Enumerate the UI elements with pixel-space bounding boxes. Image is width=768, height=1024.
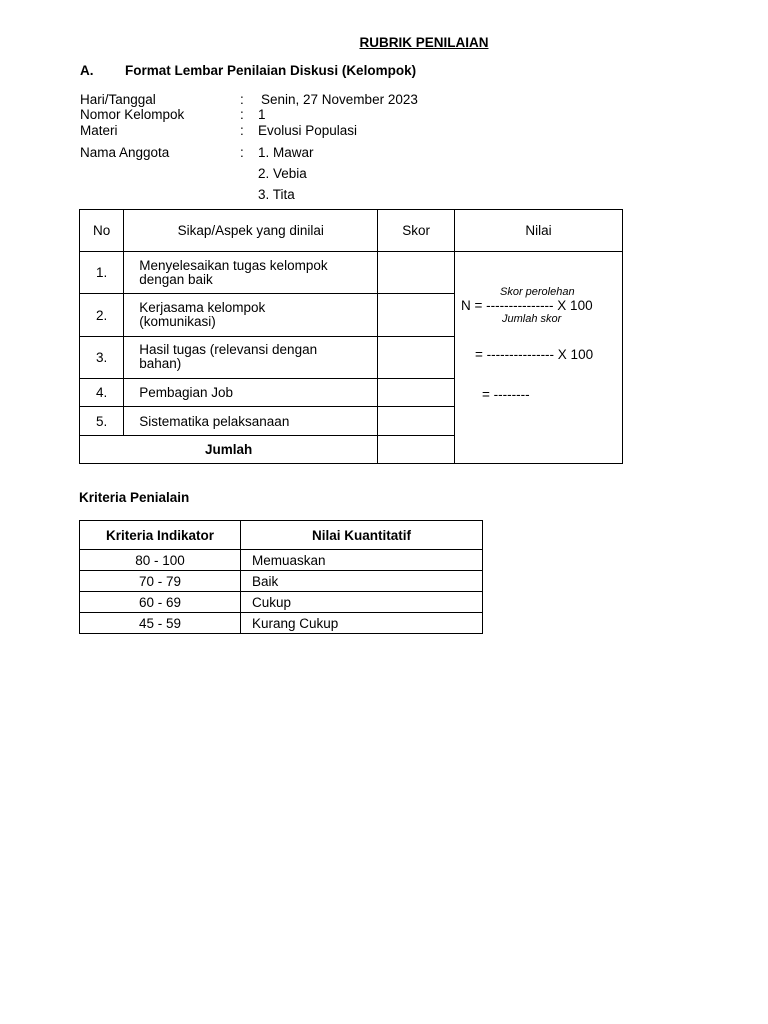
- formula-line-1: N = --------------- X 100: [460, 298, 593, 313]
- formula-line-3: = --------: [481, 387, 530, 402]
- row-aspek: Sistematika pelaksanaan: [124, 407, 378, 435]
- table-row: [80, 252, 623, 294]
- hari-colon: :: [240, 92, 244, 107]
- kriteria-table: [79, 520, 483, 634]
- row-skor[interactable]: [378, 252, 455, 294]
- kriteria-range: 45 - 59: [80, 613, 241, 634]
- header-skor: Skor: [378, 210, 455, 252]
- jumlah-skor[interactable]: [378, 435, 455, 463]
- rubric-table: [79, 209, 623, 464]
- row-skor[interactable]: [378, 407, 455, 435]
- row-aspek: Pembagian Job: [124, 379, 378, 407]
- section-title: Format Lembar Penilaian Diskusi (Kelompok): [125, 63, 417, 78]
- formula-line-2: = --------------- X 100: [474, 347, 594, 362]
- kriteria-range: 80 - 100: [80, 550, 241, 571]
- kelompok-value: 1: [258, 107, 266, 122]
- header-nilai: Nilai: [454, 210, 622, 252]
- formula-denominator: Jumlah skor: [501, 313, 562, 325]
- kriteria-range: 60 - 69: [80, 592, 241, 613]
- row-aspek: [124, 336, 378, 378]
- row-aspek: [124, 252, 378, 294]
- kelompok-colon: :: [240, 107, 244, 122]
- section-number: A.: [80, 63, 94, 78]
- table-row: [80, 571, 483, 592]
- kriteria-label: Cukup: [241, 592, 483, 613]
- anggota-colon: :: [240, 145, 244, 160]
- table-row: [80, 613, 483, 634]
- row-number: 3.: [80, 336, 124, 378]
- kriteria-label: Memuaskan: [241, 550, 483, 571]
- row-number: 1.: [80, 252, 124, 294]
- materi-colon: :: [240, 123, 244, 138]
- nilai-formula: [455, 252, 622, 463]
- row-skor[interactable]: [378, 336, 455, 378]
- aspek-line: dengan baik: [139, 271, 213, 287]
- kelompok-label: Nomor Kelompok: [80, 107, 185, 122]
- header-indikator: Kriteria Indikator: [80, 521, 241, 550]
- table-header-row: [80, 210, 623, 252]
- row-aspek: [124, 294, 378, 336]
- row-number: 5.: [80, 407, 124, 435]
- kriteria-range: 70 - 79: [80, 571, 241, 592]
- materi-label: Materi: [80, 123, 118, 138]
- aspek-line: Hasil tugas (relevansi dengan: [139, 342, 318, 358]
- aspek-line: Kerjasama kelompok: [139, 300, 266, 316]
- row-skor[interactable]: [378, 379, 455, 407]
- kriteria-label: Kurang Cukup: [241, 613, 483, 634]
- anggota-item: 2. Vebia: [258, 166, 307, 181]
- page-title: RUBRIK PENILAIAN: [359, 35, 489, 50]
- kriteria-title: Kriteria Penialain: [79, 490, 190, 505]
- header-no: No: [80, 210, 124, 252]
- hari-value: Senin, 27 November 2023: [261, 92, 418, 107]
- row-number: 2.: [80, 294, 124, 336]
- hari-label: Hari/Tanggal: [80, 92, 156, 107]
- materi-value: Evolusi Populasi: [258, 123, 358, 138]
- anggota-item: 3. Tita: [258, 187, 295, 202]
- table-row: [80, 550, 483, 571]
- aspek-line: (komunikasi): [139, 314, 216, 330]
- row-number: 4.: [80, 379, 124, 407]
- row-skor[interactable]: [378, 294, 455, 336]
- anggota-item: 1. Mawar: [258, 145, 314, 160]
- header-aspek: Sikap/Aspek yang dinilai: [124, 210, 378, 252]
- aspek-line: bahan): [139, 356, 182, 372]
- formula-numerator: Skor perolehan: [499, 286, 575, 298]
- kriteria-label: Baik: [241, 571, 483, 592]
- aspek-line: Menyelesaikan tugas kelompok: [139, 257, 328, 273]
- nilai-cell: [454, 252, 622, 464]
- header-kuantitatif: Nilai Kuantitatif: [241, 521, 483, 550]
- kriteria-header-row: [80, 521, 483, 550]
- anggota-label: Nama Anggota: [80, 145, 170, 160]
- jumlah-label: Jumlah: [80, 435, 378, 463]
- table-row: [80, 592, 483, 613]
